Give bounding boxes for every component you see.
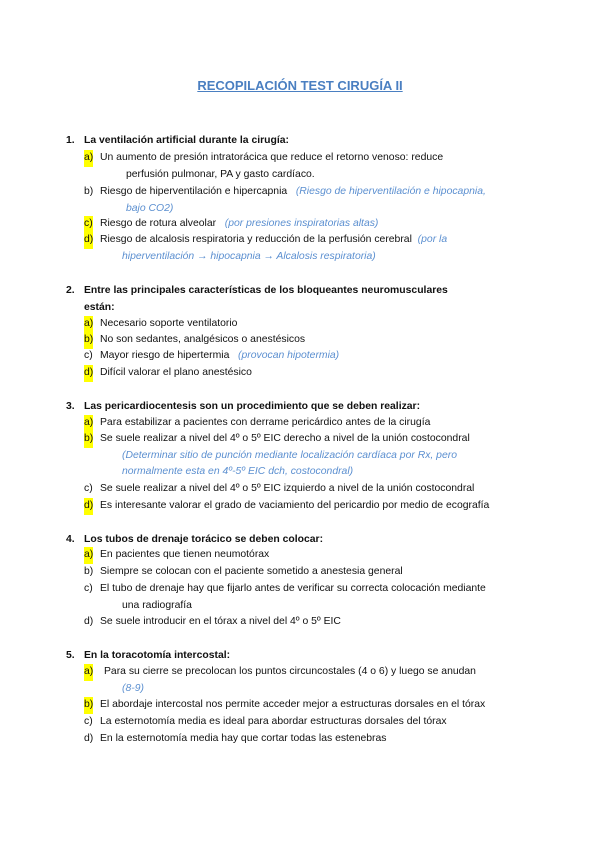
option-4d: [86, 614, 526, 631]
option-letter: b): [84, 431, 93, 448]
option-text: Se suele realizar a nivel del 4º o 5º EIC derecho a nivel de la unión costocondral: [100, 433, 470, 444]
option-2d: [86, 365, 526, 382]
option-5a: [86, 664, 536, 697]
option-letter: b): [84, 332, 93, 349]
option-text: Para su cierre se precolocan los puntos circuncostales (4 o 6) y luego se anudan: [104, 666, 476, 677]
page-title: RECOPILACIÓN TEST CIRUGÍA II: [197, 78, 403, 93]
option-letter: b): [84, 697, 93, 714]
option-text: Siempre se colocan con el paciente sometido a anestesia general: [100, 566, 403, 577]
option-letter: b): [84, 186, 94, 197]
option-1d: [86, 232, 526, 265]
option-1b: [86, 184, 526, 217]
option-2c: [86, 348, 526, 365]
option-text: Riesgo de alcalosis respiratoria y reducción de la perfusión cerebral: [100, 234, 412, 245]
option-text: No son sedantes, analgésicos o anestésicos: [100, 334, 306, 345]
question-3: [66, 398, 524, 415]
question-text-continued: están:: [84, 302, 115, 313]
option-3b: [86, 431, 536, 481]
option-text: El abordaje intercostal nos permite acceder mejor a estructuras dorsales en el tórax: [100, 699, 486, 710]
option-5c: [86, 714, 526, 731]
option-text: En pacientes que tienen neumotórax: [100, 549, 270, 560]
option-4a: [86, 547, 526, 564]
option-letter: d): [84, 733, 94, 744]
option-text: El tubo de drenaje hay que fijarlo antes de verificar su correcta colocación mediante: [100, 583, 486, 594]
option-text: Riesgo de hiperventilación e hipercapnia: [100, 186, 288, 197]
option-letter: d): [84, 498, 93, 515]
option-3d: [86, 498, 546, 515]
option-letter: c): [84, 216, 93, 233]
option-letter: a): [84, 415, 93, 432]
option-4c: [86, 581, 536, 614]
question-text: Los tubos de drenaje torácico se deben colocar:: [84, 534, 324, 545]
option-text: Se suele realizar a nivel del 4º o 5º EIC izquierdo a nivel de la unión costocondral: [100, 483, 475, 494]
option-note: (por presiones inspiratorias altas): [224, 218, 379, 229]
option-note-continued: bajo CO2): [126, 202, 174, 214]
question-4: [66, 531, 524, 548]
option-letter: b): [84, 566, 94, 577]
option-3c: [86, 481, 536, 498]
option-text: Un aumento de presión intratorácica que reduce el retorno venoso: reduce: [100, 152, 444, 163]
option-letter: d): [84, 232, 93, 249]
option-note-continued: (8-9): [122, 682, 144, 694]
option-4b: [86, 564, 526, 581]
option-text: En la esternotomía media hay que cortar todas las estenebras: [100, 733, 387, 744]
option-note: (Riesgo de hiperventilación e hipocapnia,: [295, 186, 486, 197]
question-number: 5.: [66, 650, 75, 661]
option-text: Necesario soporte ventilatorio: [100, 318, 238, 329]
question-5: [66, 647, 524, 664]
option-letter: a): [84, 547, 93, 564]
option-1a: [86, 150, 526, 183]
question-text: Las pericardiocentesis son un procedimiento que se deben realizar:: [84, 401, 421, 412]
question-text: En la toracotomía intercostal:: [84, 650, 231, 661]
question-number: 4.: [66, 534, 75, 545]
option-1c: [86, 216, 526, 233]
option-letter: d): [84, 365, 93, 382]
question-text: Entre las principales características de los bloqueantes neuromusculares: [84, 285, 448, 296]
question-2: [66, 282, 524, 316]
option-text: Se suele introducir en el tórax a nivel del 4º o 5º EIC: [100, 616, 341, 627]
option-letter: d): [84, 616, 94, 627]
option-note-continued: normalmente esta en 4º-5º EIC dch, costocondral): [122, 466, 354, 477]
question-number: 1.: [66, 135, 75, 146]
option-note: (por la: [417, 234, 448, 245]
option-2a: [86, 316, 526, 333]
question-text: La ventilación artificial durante la cirugía:: [84, 135, 289, 146]
option-5d: [86, 731, 526, 748]
question-number: 3.: [66, 401, 75, 412]
option-letter: c): [84, 583, 93, 594]
option-note: (Determinar sitio de punción mediante localización cardíaca por Rx, pero: [122, 449, 457, 461]
question-1: [66, 132, 524, 149]
option-note-continued: hiperventilación → hipocapnia → Alcalosis respiratoria): [122, 250, 376, 262]
option-text: La esternotomía media es ideal para abordar estructuras dorsales del tórax: [100, 716, 447, 727]
option-text: Riesgo de rotura alveolar: [100, 218, 217, 229]
option-text: Difícil valorar el plano anestésico: [100, 367, 252, 378]
option-text: Mayor riesgo de hipertermia: [100, 350, 230, 361]
option-5b: [86, 697, 536, 714]
option-letter: c): [84, 350, 93, 361]
option-letter: a): [84, 664, 93, 681]
option-text: Para estabilizar a pacientes con derrame pericárdico antes de la cirugía: [100, 417, 431, 428]
option-note: (provocan hipotermia): [238, 350, 340, 361]
option-2b: [86, 332, 526, 349]
option-text: Es interesante valorar el grado de vaciamiento del pericardio por medio de ecografía: [100, 500, 490, 511]
option-letter: c): [84, 483, 93, 494]
option-text-continued: una radiografía: [122, 599, 192, 611]
option-letter: c): [84, 716, 93, 727]
question-number: 2.: [66, 285, 75, 296]
option-3a: [86, 415, 526, 432]
option-letter: a): [84, 150, 93, 167]
option-text-continued: perfusión pulmonar, PA y gasto cardíaco.: [126, 168, 315, 180]
option-letter: a): [84, 316, 93, 333]
